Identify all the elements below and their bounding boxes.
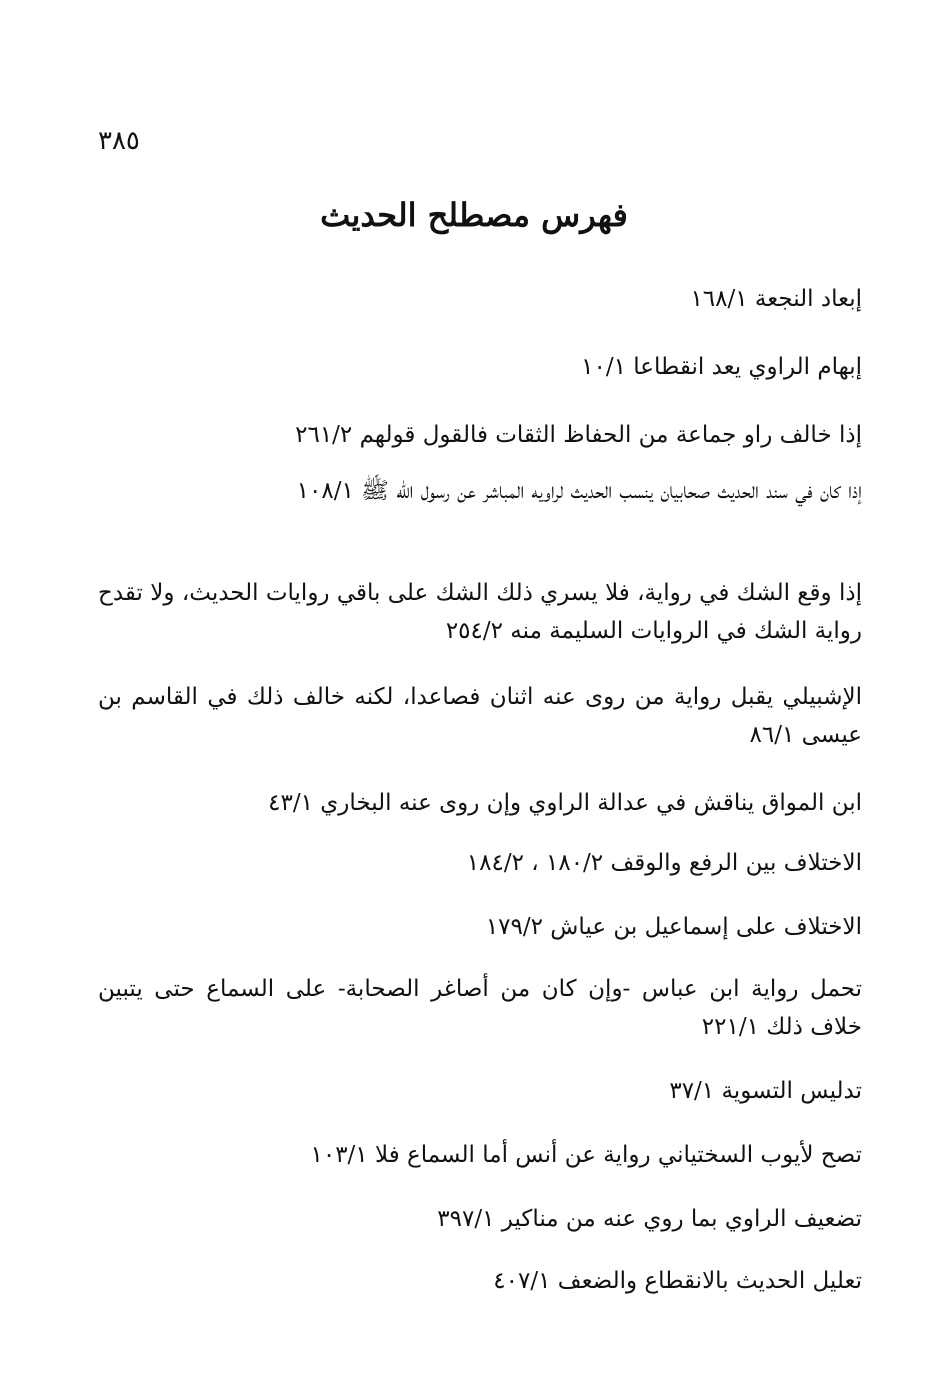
index-entry: تدليس التسوية ٣٧/١ [669, 1078, 862, 1104]
index-entry: تضعيف الراوي بما روي عنه من مناكير ٣٩٧/١ [437, 1206, 862, 1232]
index-entry: تعليل الحديث بالانقطاع والضعف ٤٠٧/١ [493, 1268, 862, 1294]
index-entry: تصح لأيوب السختياني رواية عن أنس أما السماع فلا ١٠٣/١ [310, 1142, 862, 1168]
index-entry: الاختلاف على إسماعيل بن عياش ١٧٩/٢ [485, 914, 862, 940]
index-entry: إذا خالف راو جماعة من الحفاظ الثقات فالقول قولهم ٢٦١/٢ [295, 422, 862, 448]
index-entry: إذا وقع الشك في رواية، فلا يسري ذلك الشك على باقي روايات الحديث، ولا تقدح رواية الشك في الروايات السليمة منه ٢٥٤/٢ [98, 580, 862, 644]
index-entry: ابن المواق يناقش في عدالة الراوي وإن روى عنه البخاري ٤٣/١ [268, 790, 862, 816]
index-entry: تحمل رواية ابن عباس -وإن كان من أصاغر الصحابة- على السماع حتى يتبين خلاف ذلك ٢٢١/١ [98, 976, 862, 1040]
index-entry: إبهام الراوي يعد انقطاعا ١٠/١ [581, 354, 862, 380]
index-entry: الاختلاف بين الرفع والوقف ١٨٠/٢ ، ١٨٤/٢ [466, 850, 862, 876]
page-title: فهرس مصطلح الحديث [320, 196, 628, 234]
index-entry: الإشبيلي يقبل رواية من روى عنه اثنان فصاعدا، لكنه خالف ذلك في القاسم بن عيسى ٨٦/١ [98, 684, 862, 748]
page-number: ٣٨٥ [98, 126, 140, 156]
index-entry: إبعاد النجعة ١٦٨/١ [690, 286, 862, 312]
index-entry: إذا كان في سند الحديث صحابيان ينسب الحديث لراويه المباشر عن رسول الله ﷺ ١٠٨/١ [296, 478, 862, 504]
